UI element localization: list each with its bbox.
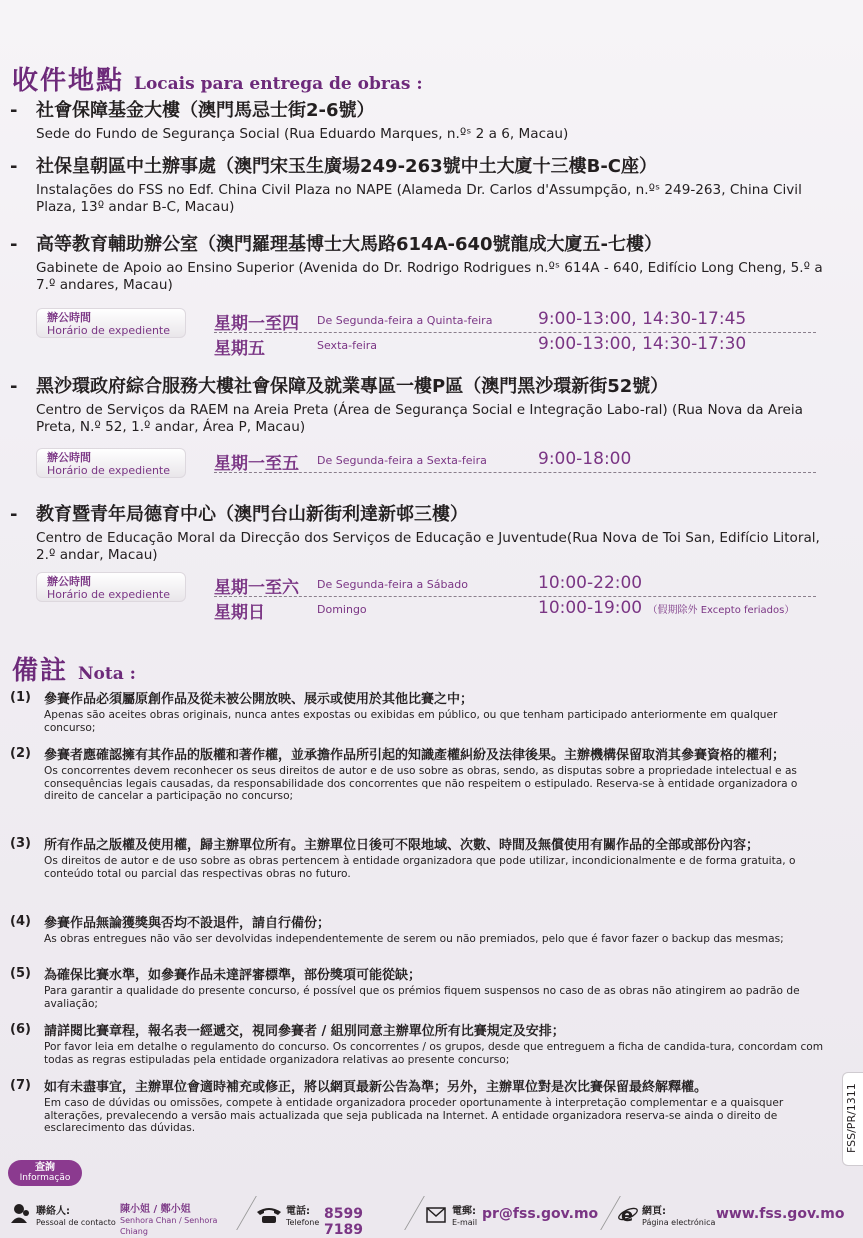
location-address-pt: Centro de Serviços da RAEM na Areia Preta (Área de Segurança Social e Integração Labo-ral) (Rua Nova da Areia Preta, N.º 52, 1.º andar, Área P, Macau) (36, 402, 803, 435)
office-hours-badge-pt: Horário de expediente (47, 588, 171, 601)
divider (404, 1196, 425, 1230)
location-name-zh: 教育暨青年局德育中心（澳門台山新街利達新邨三樓） (36, 504, 468, 525)
hours-time (538, 598, 794, 618)
note-item (10, 1078, 832, 1135)
location-address-pt: Instalações do FSS no Edf. China Civil Plaza no NAPE (Alameda Dr. Carlos d'Assumpção, n.ºˢ 249-263, China Civil Plaza, 13º andar B-C, Macau) (36, 182, 802, 215)
contact-label-zh: 聯絡人: (36, 1206, 70, 1217)
weekday-zh: 星期日 (214, 603, 265, 623)
bullet-dash: - (10, 504, 18, 525)
phone-label-pt: Telefone (286, 1218, 320, 1227)
contact-label-pt: Pessoal de contacto (36, 1218, 116, 1227)
office-hours-block (36, 448, 816, 480)
office-hours-badge-pt: Horário de expediente (47, 324, 171, 337)
note-item (10, 914, 832, 946)
note-number: (4) (10, 914, 31, 929)
office-hours-badge-zh: 辦公時間 (47, 311, 91, 324)
notes-heading (12, 650, 136, 687)
contact-value-zh: 陳小姐 / 鄭小姐 (120, 1204, 191, 1215)
bullet-dash: - (10, 156, 18, 177)
internet-explorer-icon (618, 1204, 638, 1224)
weekday-zh: 星期一至六 (214, 578, 299, 598)
note-item (10, 690, 832, 734)
svg-text:e: e (621, 1205, 634, 1224)
note-text-pt: Os concorrentes devem reconhecer os seus direitos de autor e de uso sobre as obras, sendo, as disputas sobre a propriedade intelectual e as consequências legais causadas, da responsabilidade dos concorrentes que não respeitem o estipulado. Reserva-se à entidade organizadora o direito de cancelar a participação no concurso; (44, 765, 798, 802)
bullet-dash: - (10, 100, 18, 121)
weekday-pt: Sexta-feira (317, 339, 378, 352)
bullet-dash: - (10, 234, 18, 255)
email-label-pt: E-mail (452, 1218, 478, 1227)
hours-row (214, 308, 816, 333)
hours-time: 9:00-18:00 (538, 449, 632, 469)
office-hours-block (36, 572, 816, 622)
locations-heading (12, 60, 423, 97)
office-hours-badge-zh: 辦公時間 (47, 451, 91, 464)
location-address-pt: Centro de Educação Moral da Direcção dos Serviços de Educação e Juventude(Rua Nova de Toi San, Edifício Litoral, 2.º andar, Macau) (36, 530, 820, 563)
note-number: (2) (10, 746, 31, 761)
web-label-zh: 網頁: (642, 1206, 666, 1217)
office-hours-badge (36, 308, 186, 338)
location-address-pt: Gabinete de Apoio ao Ensino Superior (Avenida do Dr. Rodrigo Rodrigues n.ºˢ 614A - 640, Edifício Long Cheng, 5.º a 7.º andares, Macau) (36, 260, 823, 293)
document-code-tag (842, 1072, 863, 1166)
note-item (10, 1022, 832, 1066)
contact-website (618, 1196, 845, 1230)
contact-phone (256, 1196, 406, 1238)
contact-value-pt: Senhora Chan / Senhora Chiang (120, 1216, 218, 1236)
note-number: (6) (10, 1022, 31, 1037)
weekday-zh: 星期一至五 (214, 454, 299, 474)
weekday-zh: 星期一至四 (214, 314, 299, 334)
contact-email (426, 1196, 606, 1230)
office-hours-badge (36, 572, 186, 602)
note-item (10, 836, 832, 880)
hours-row (214, 448, 816, 473)
location-address-pt: Sede do Fundo de Segurança Social (Rua Eduardo Marques, n.ºˢ 2 a 6, Macau) (36, 126, 569, 142)
telephone-icon (256, 1206, 282, 1224)
inquiry-zh: 查詢 (35, 1162, 55, 1173)
phone-label-zh: 電話: (286, 1206, 310, 1217)
note-text-pt: Por favor leia em detalhe o regulamento do concurso. Os concorrentes / os grupos, desde que entreguem a ficha de candida-tura, concordam com todas as regras estipuladas pela entidade organizadora relativas ao presente concurso; (44, 1041, 824, 1066)
location-name-zh: 黑沙環政府綜合服務大樓社會保障及就業專區一樓P區（澳門黑沙環新街52號） (36, 376, 669, 397)
holiday-exception: （假期除外 Excepto feriados） (647, 605, 795, 616)
office-hours-badge-pt: Horário de expediente (47, 464, 171, 477)
location-name-zh: 高等教育輔助辦公室（澳門羅理基博士大馬路614A-640號龍成大廈五-七樓） (36, 234, 663, 255)
weekday-pt: De Segunda-feira a Sábado (317, 578, 468, 591)
note-text-zh: 為確保比賽水準，如參賽作品未達評審標準，部份獎項可能從缺； (44, 968, 422, 983)
note-item (10, 746, 832, 803)
note-number: (1) (10, 690, 31, 705)
note-text-zh: 請詳閱比賽章程，報名表一經遞交，視同參賽者 / 組別同意主辦單位所有比賽規定及安排； (44, 1024, 565, 1039)
email-label-zh: 電郵: (452, 1206, 476, 1217)
inquiry-pt: Informação (19, 1173, 71, 1183)
hours-row (214, 572, 816, 597)
location-item (10, 96, 835, 143)
notes-heading-zh: 備註 (12, 656, 69, 686)
note-text-zh: 所有作品之版權及使用權，歸主辦單位所有。主辦單位日後可不限地域、次數、時間及無償使用有關作品的全部或部份內容； (44, 838, 760, 853)
location-item (10, 230, 835, 294)
note-text-zh: 參賽作品無論獲獎與否均不設退件，請自行備份； (44, 916, 331, 931)
location-item (10, 152, 835, 216)
location-name-zh: 社保皇朝區中土辦事處（澳門宋玉生廣場249-263號中土大廈十三樓B-C座） (36, 156, 658, 177)
document-code: FSS/PR/1311 (845, 1083, 858, 1153)
note-text-pt: Em caso de dúvidas ou omissões, compete à entidade organizadora proceder oportunamente à interpretação complementar e a quaisquer alterações, prevalecendo a versão mais actualizada que seja publicada na Internet. A entidade organizadora reserva-se ainda o direito de esclarecimento das dúvidas. (44, 1097, 784, 1134)
note-text-pt: As obras entregues não vão ser devolvidas independentemente de serem ou não premiados, pelo que é favor fazer o backup das mesmas; (44, 933, 784, 945)
weekday-pt: De Segunda-feira a Quinta-feira (317, 314, 493, 327)
inquiry-badge (8, 1160, 82, 1186)
hours-row (214, 333, 816, 357)
note-text-pt: Os direitos de autor e de uso sobre as obras pertencem à entidade organizadora que pode utilizar, incondicionalmente e de forma gratuita, o conteúdo total ou parcial das respectivas obras no futuro. (44, 855, 796, 880)
hours-time-value: 10:00-19:00 (538, 598, 643, 618)
weekday-zh: 星期五 (214, 339, 265, 359)
bullet-dash: - (10, 376, 18, 397)
office-hours-block (36, 308, 816, 358)
note-text-pt: Apenas são aceites obras originais, nunca antes expostas ou exibidas em público, ou que tenham participado anteriormente em qualquer concurso; (44, 709, 778, 734)
weekday-pt: Domingo (317, 603, 367, 616)
contact-person (10, 1196, 240, 1236)
note-text-zh: 參賽者應確認擁有其作品的版權和著作權，並承擔作品所引起的知識產權糾紛及法律後果。主辦機構保留取消其參賽資格的權利； (44, 748, 786, 763)
notes-heading-pt: Nota : (78, 664, 136, 684)
hours-time: 9:00-13:00, 14:30-17:45 (538, 309, 747, 329)
note-text-zh: 參賽作品必須屬原創作品及從未被公開放映、展示或使用於其他比賽之中； (44, 692, 474, 707)
location-item (10, 500, 835, 564)
website-url[interactable]: www.fss.gov.mo (716, 1206, 845, 1222)
note-number: (7) (10, 1078, 31, 1093)
hours-time: 9:00-13:00, 14:30-17:30 (538, 334, 747, 354)
note-number: (5) (10, 966, 31, 981)
web-label-pt: Página electrónica (642, 1218, 716, 1227)
locations-heading-pt: Locais para entrega de obras : (134, 74, 423, 94)
note-item (10, 966, 832, 1010)
locations-heading-zh: 收件地點 (12, 66, 125, 96)
office-hours-badge (36, 448, 186, 478)
weekday-pt: De Segunda-feira a Sexta-feira (317, 454, 487, 467)
hours-row (214, 597, 816, 621)
note-text-pt: Para garantir a qualidade do presente concurso, é possível que os prémios fiquem suspensos no caso de as obras não atingirem ao padrão de avaliação; (44, 985, 800, 1010)
phone-number[interactable]: 8599 7189 (324, 1206, 363, 1238)
office-hours-badge-zh: 辦公時間 (47, 575, 91, 588)
envelope-icon (426, 1207, 446, 1223)
hours-time: 10:00-22:00 (538, 573, 643, 593)
note-text-zh: 如有未盡事宜，主辦單位會適時補充或修正，將以網頁最新公告為準；另外，主辦單位對是次比賽保留最終解釋權。 (44, 1080, 708, 1095)
note-number: (3) (10, 836, 31, 851)
email-address[interactable]: pr@fss.gov.mo (482, 1206, 599, 1222)
location-name-zh: 社會保障基金大樓（澳門馬忌士街2-6號） (36, 100, 375, 121)
location-item (10, 372, 835, 436)
person-icon (10, 1202, 32, 1224)
